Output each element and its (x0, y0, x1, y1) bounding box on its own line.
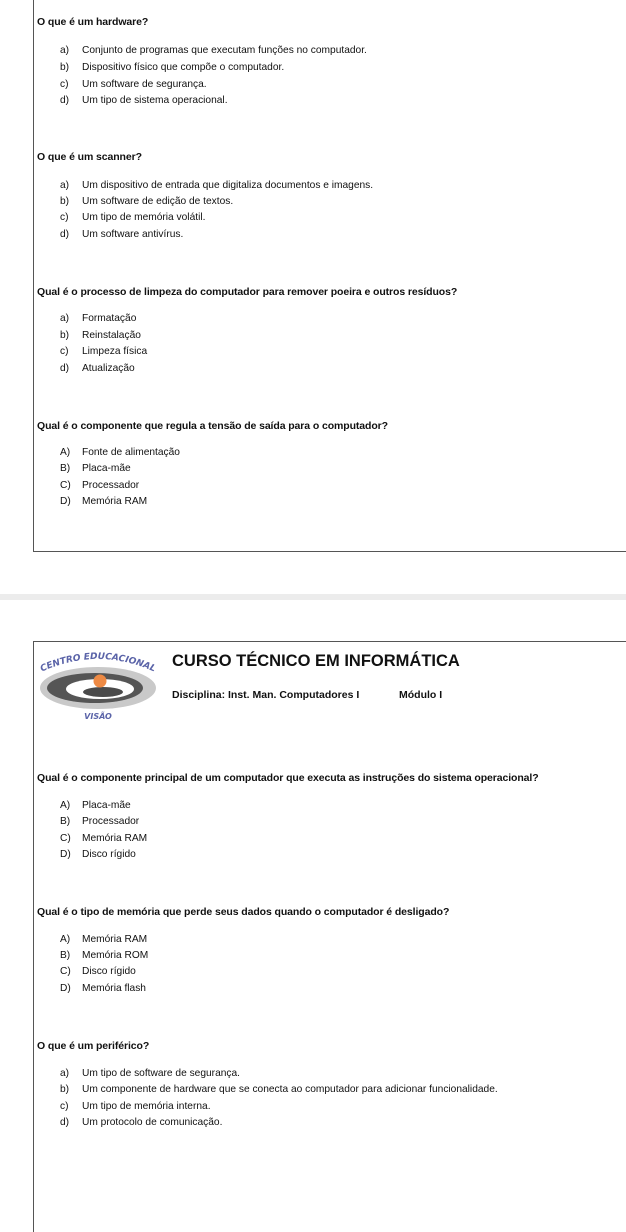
option-1a: a) Conjunto de programas que executam funções no computador. (60, 45, 367, 56)
question-4: Qual é o componente que regula a tensão de saída para o computador? (37, 420, 388, 432)
option-3b: b) Reinstalação (60, 330, 141, 341)
document-page-1 (0, 0, 626, 594)
page-border-top (33, 641, 626, 642)
option-3c: c) Limpeza física (60, 346, 148, 357)
svg-text:VISÃO: VISÃO (84, 712, 112, 721)
subject-label: Disciplina: Inst. Man. Computadores I (172, 689, 360, 701)
option-1d: d) Um tipo de sistema operacional. (60, 95, 228, 106)
option-5b: B) Processador (60, 816, 140, 827)
option-2c: c) Um tipo de memória volátil. (60, 212, 206, 223)
question-6: Qual é o tipo de memória que perde seus dados quando o computador é desligado? (37, 906, 450, 918)
svg-text:CENTRO EDUCACIONAL: CENTRO EDUCACIONAL (38, 651, 158, 675)
option-7a: a) Um tipo de software de segurança. (60, 1068, 240, 1079)
option-1b: b) Dispositivo físico que compõe o computador. (60, 62, 285, 73)
option-7d: d) Um protocolo de comunicação. (60, 1117, 223, 1128)
option-3d: d) Atualização (60, 363, 135, 374)
option-6b: B) Memória ROM (60, 950, 149, 961)
option-2a: a) Um dispositivo de entrada que digitaliza documentos e imagens. (60, 180, 374, 191)
option-7b: b) Um componente de hardware que se conecta ao computador para adicionar funcionalidade. (60, 1084, 498, 1095)
option-6c: C) Disco rígido (60, 966, 136, 977)
question-1: O que é um hardware? (37, 16, 149, 28)
question-3: Qual é o processo de limpeza do computador para remover poeira e outros resíduos? (37, 286, 458, 298)
option-4b: B) Placa-mãe (60, 463, 131, 474)
school-logo (37, 648, 159, 726)
option-6d: D) Memória flash (60, 983, 146, 994)
option-2b: b) Um software de edição de textos. (60, 196, 234, 207)
option-4d: D) Memória RAM (60, 496, 148, 507)
page-border-bottom (33, 551, 626, 552)
option-1c: c) Um software de segurança. (60, 79, 207, 90)
question-2: O que é um scanner? (37, 151, 142, 163)
question-7: O que é um periférico? (37, 1040, 150, 1052)
page-border-left (33, 641, 34, 1232)
module-label: Módulo I (399, 689, 443, 701)
course-title: CURSO TÉCNICO EM INFORMÁTICA (172, 652, 460, 670)
option-5d: D) Disco rígido (60, 849, 136, 860)
option-3a: a) Formatação (60, 313, 137, 324)
option-7c: c) Um tipo de memória interna. (60, 1101, 211, 1112)
option-5c: C) Memória RAM (60, 833, 148, 844)
document-page-2 (0, 600, 626, 1232)
option-4a: A) Fonte de alimentação (60, 447, 180, 458)
option-5a: A) Placa-mãe (60, 800, 131, 811)
page-border-left (33, 0, 34, 552)
option-2d: d) Um software antivírus. (60, 229, 184, 240)
option-4c: C) Processador (60, 480, 140, 491)
question-5: Qual é o componente principal de um computador que executa as instruções do sistema operacional? (37, 772, 539, 784)
option-6a: A) Memória RAM (60, 934, 148, 945)
